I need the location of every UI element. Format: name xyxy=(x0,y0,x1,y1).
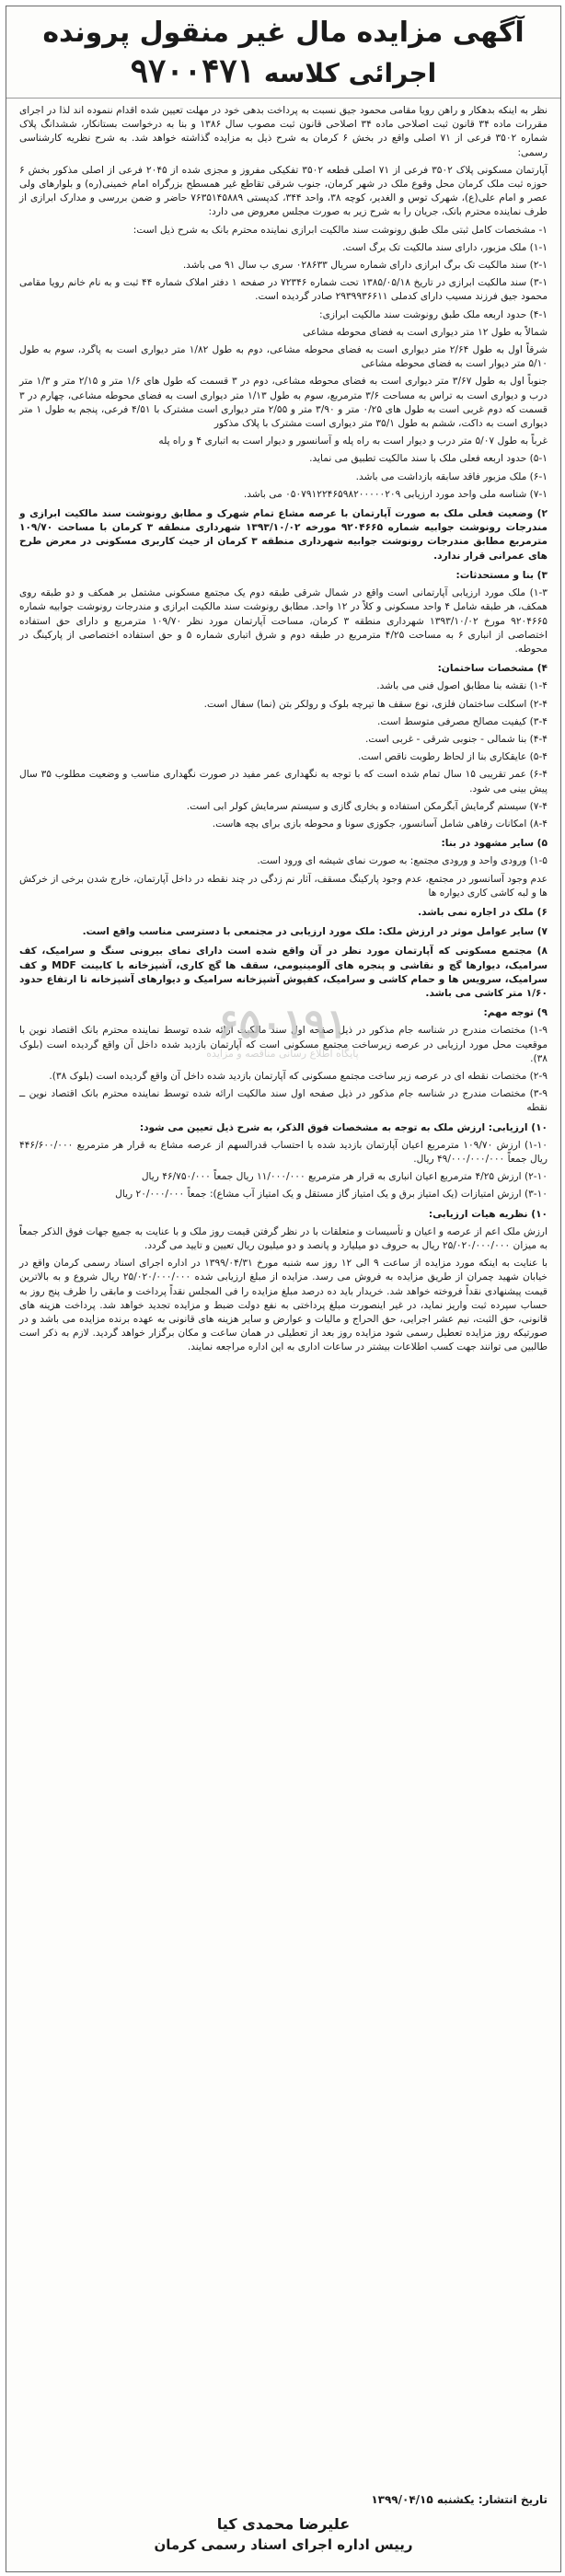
notice-paragraph: ۱-۴) نقشه بنا مطابق اصول فنی می باشد. xyxy=(376,680,548,692)
case-number: ۹۷۰۰۴۷۱ xyxy=(130,52,256,89)
notice-paragraph: ۳-۱) سند مالکیت ابرازی در تاریخ ۱۳۸۵/۰۵/۱۸ تحت شماره ۷۲۳۴۶ در صفحه ۱ دفتر املاک شماره ۴۴ ثبت و به نام خانم رویا مقامی محمود جیق فرزند مسیب دارای کدملی ۲۹۳۹۹۳۶۶۱۱ صادر گردیده است. xyxy=(19,277,548,303)
notice-paragraph: شرقاً اول به طول ۲/۶۴ متر دیواری است به فضای محوطه مشاعی، دوم به طول ۱/۸۲ متر دیواری است به پاگرد، سوم به طول ۵/۱۰ متر دیوار است به فضای محوطه مشاعی xyxy=(19,344,548,370)
notice-paragraph: ۲-۹) مختصات نقطه ای در عرصه زیر ساخت مجتمع مسکونی که آپارتمان بازدید شده داخل آن واقع گردیده است (بلوک ۳۸). xyxy=(49,1070,548,1082)
notice-title: آگهی مزایده مال غیر منقول پرونده xyxy=(42,17,525,49)
notice-paragraph: ۶-۴) عمر تقریبی ۱۵ سال تمام شده است که با توجه به نگهداری عمر مفید در صورت نگهداری مناسب و وضعیت مطلوب ۳۵ سال پیش بینی می شود. xyxy=(19,769,548,795)
notice-paragraph: ۹) توجه مهم: xyxy=(483,1007,548,1019)
notice-paragraph: عدم وجود آسانسور در مجتمع، عدم وجود پارکینگ مسقف، آثار نم زدگی در چند نقطه در داخل آپارتمان، خارج شدن برخی از خرکش ها و لبه کاشی کاری دیواره ها xyxy=(19,873,548,899)
notice-paragraph: ۱-۵) ورودی واحد و ورودی مجتمع: به صورت نمای شیشه ای ورود است. xyxy=(257,855,548,867)
notice-paragraph: ۲-۴) اسکلت ساختمان فلزی، نوع سقف ها تیرچه بلوک و رولکر بتن (نما) سفال است. xyxy=(203,698,548,710)
notice-paragraph: آپارتمان مسکونی پلاک ۳۵۰۲ فرعی از ۷۱ اصلی قطعه ۳۵۰۲ تفکیکی مفروز و مجزی شده از ۲۰۴۵ فرعی از اصلی مذکور بخش ۶ حوزه ثبت ملک کرمان محل وقوع ملک در شهر کرمان، جنوب شرقی تقاطع غیر همسطح بزرگراه امام خمینی(ره) و بلوارهای ولی عصر و امام علی(ع)، شهرک توس و الغدیر، کوچه ۳۸، واحد ۳۴۴، کدپستی ۷۶۳۵۱۴۵۸۸۹ حاضر و ضمن بررسی و مدارک ابرازی از طرف نماینده محترم بانک، جریان را به شرح زیر به صورت مجلس معروض می دارد: xyxy=(19,164,548,218)
notice-paragraph: ۴-۱) حدود اربعه ملک طبق رونوشت سند مالکیت ابرازی: xyxy=(319,308,548,320)
notice-paragraph: غرباً به طول ۵/۰۷ متر درب و دیوار است به راه پله و آسانسور و دیوار است به اتباری ۴ و راه پله xyxy=(158,435,548,447)
watermark-number: ۶۵۰۱۹۱ xyxy=(217,1002,348,1047)
notice-paragraph: ۱۰) ارزیابی: ارزش ملک به توجه به مشخصات فوق الذکر، به شرح ذیل تعیین می شود: xyxy=(139,1121,548,1133)
watermark xyxy=(144,1001,421,1074)
notice-subtitle xyxy=(16,52,551,92)
signer-title: رییس اداره اجرای اسناد رسمی کرمان xyxy=(154,2536,413,2553)
notice-paragraph: ۱۰) نظریه هیات ارزیابی: xyxy=(428,1208,548,1220)
notice-paragraph: ۲) وضعیت فعلی ملک به صورت آپارتمان با عرصه مشاع تمام شهرک و مطابق رونوشت سند مالکیت ابرازی و مندرجات رونوشت جوابیه شماره ۹۲۰۴۶۶۵ مورخه ۱۳۹۳/۱۰/۰۲ شهرداری منطقه ۳ کرمان با مساحت ۱۰۹/۷۰ مترمربع مطابق مندرجات رونوشت جوابیه شهرداری منطقه ۳ کرمان از حیث کاربری مسکونی در معرض طرح های عمرانی قرار ندارد. xyxy=(19,508,548,562)
publish-date: تاریخ انتشار: یکشنبه ۱۳۹۹/۰۴/۱۵ xyxy=(371,2493,548,2506)
notice-paragraph: ۷-۱) شناسه ملی واحد مورد ارزیابی ۰۵۰۷۹۱۲۲۴۶۵۹۸۲۰۰۰۰۰۲۰۹ می باشد. xyxy=(243,488,548,500)
notice-paragraph: ۱-۳) ملک مورد ارزیابی آپارتمانی است واقع در شمال شرقی طبقه دوم یک مجتمع مسکونی مشتمل بر همکف و دو طبقه روی همکف، هر طبقه شامل ۴ واحد مسکونی و کلاً در ۱۲ واحد. مطابق رونوشت سند مالکیت ابرازی و مندرجات رونوشت جوابیه شماره ۹۲۰۴۶۶۵ مورخ ۱۳۹۳/۱۰/۰۲ شهرداری منطقه ۳ کرمان، مساحت آپارتمان مورد نظر ۱۰۹/۷۰ مترمربع و دارای حق استفاده اختصاصی از انباری ۶ به مساحت ۴/۲۵ مترمربع در طبقه دوم و شرق اتباری شماره ۵ و حق استفاده اختصاصی از پارکینگ در محوطه. xyxy=(19,587,548,655)
watermark-text: پایگاه اطلاع رسانی مناقصه و مزایده xyxy=(206,1048,359,1060)
notice-paragraph: ۱-۱۰) ارزش ۱۰۹/۷۰ مترمربع اعیان آپارتمان بازدید شده با احتساب قدرالسهم از عرصه مشاع به قرار هر مترمربع ۴۴۶/۶۰۰/۰۰۰ ریال جمعاً ۴۹/۰۰۰/۰۰۰/۰۰۰ ریال. xyxy=(19,1139,548,1165)
notice-paragraph: ۲-۱۰) ارزش ۴/۲۵ مترمربع اعیان انباری به قرار هر مترمربع ۱۱/۰۰۰/۰۰۰ ریال جمعاً ۴۶/۷۵۰/۰۰۰ ریال xyxy=(141,1171,548,1183)
notice-paragraph: ۶) ملک در اجاره نمی باشد. xyxy=(418,906,548,918)
notice-paragraph: ۴-۴) بنا شمالی - جنوبی شرقی - غربی است. xyxy=(365,733,548,745)
notice-paragraph: ۵-۴) عایقکاری بنا از لحاظ رطوبت ناقص است. xyxy=(358,751,548,763)
notice-paragraph: ۲-۱) سند مالکیت تک برگ ابرازی دارای شماره سریال ۰۲۸۶۳۳ سری ب سال ۹۱ می باشد. xyxy=(182,260,548,272)
notice-paragraph: ۸-۴) امکانات رفاهی شامل آسانسور، جکوزی سونا و محوطه بازی برای بچه هاست. xyxy=(212,818,548,830)
notice-paragraph: ۱- مشخصات کامل ثبتی ملک طبق رونوشت سند مالکیت ابرازی نماینده محترم بانک به شرح ذیل است: xyxy=(133,224,548,236)
notice-footer xyxy=(19,2493,548,2553)
notice-header xyxy=(6,6,560,99)
notice-paragraph: ۵) سایر مشهود در بنا: xyxy=(441,838,548,850)
notice-paragraph: ۳-۴) کیفیت مصالح مصرفی متوسط است. xyxy=(377,715,548,727)
subtitle-text: اجرائی کلاسه xyxy=(263,58,437,88)
notice-paragraph: ۱-۱) ملک مزبور، دارای سند مالکیت تک برگ است. xyxy=(342,241,548,253)
notice-paragraph: ۴) مشخصات ساختمان: xyxy=(437,663,548,675)
notice-paragraph: ۳-۱۰) ارزش امتیازات (یک امتیاز برق و یک امتیاز گاز مستقل و یک امتیاز آب مشاع): جمعاً ۲۰/۰۰۰/۰۰۰ ریال xyxy=(115,1189,548,1201)
notice-paragraph: ۸) مجتمع مسکونی که آپارتمان مورد نظر در آن واقع شده است دارای نمای بیرونی سنگ و سرامیک، کف سرامیک، دیوارها گچ و نقاشی و پنجره های آلومینیومی، سقف ها گچ کاری، آشپزخانه با کابینت MDF و کف سرامیک، سرویس ها و حمام کاشی و سرامیک، کفپوش آشپزخانه سرامیک و دیوارهای آشپزخانه تا ارتفاع حدود ۱/۶۰ متر کاشی می باشد. xyxy=(19,946,548,999)
signer-name: علیرضا محمدی کیا xyxy=(216,2515,351,2533)
notice-body xyxy=(6,99,560,1364)
notice-paragraph: شمالاً به طول ۱۲ متر دیواری است به فضای محوطه مشاعی xyxy=(303,326,548,338)
notice-paragraph: ۵-۱) حدود اربعه فعلی ملک با سند مالکیت تطبیق می نماید. xyxy=(309,453,548,465)
notice-paragraph: ۷) سایر عوامل موثر در ارزش ملک: ملک مورد ارزیابی در مجتمعی با دسترسی مناسب واقع است. xyxy=(82,926,548,938)
notice-paragraph: ارزش ملک اعم از عرصه و اعیان و تأسیسات و متعلقات با در نظر گرفتن قیمت روز ملک و با عنایت به جمیع جهات فوق الذکر جمعاً به میزان ۲۵/۰۲۰/۰۰۰/۰۰۰ ریال به حروف دو میلیارد و پانصد و دو میلیون ریال تعیین و تایید می گردد. xyxy=(19,1225,548,1252)
notice-sheet xyxy=(6,6,561,2572)
notice-paragraph: ۳) بنا و مستحدثات: xyxy=(455,569,548,581)
notice-paragraph: نظر به اینکه بدهکار و راهن رویا مقامی محمود جیق نسبت به پرداخت بدهی خود در مهلت تعیین شده اقدام ننموده اند لذا در اجرای مقررات ماده ۳۴ قانون ثبت اصلاحی ماده ۳۴ اصلاحی قانون ثبت مصوب سال ۱۳۸۶ و بنا به درخواست بستانکار، ششدانگ پلاک شماره ۳۵۰۲ فرعی از ۷۱ اصلی واقع در بخش ۶ کرمان به شرح ذیل به مزایده گذاشته خواهد شد. به شرح نظریه کارشناسی رسمی: xyxy=(19,105,548,158)
notice-paragraph: ۳-۹) مختصات مندرج در شناسه جام مذکور در ذیل صفحه اول سند مالکیت ارائه شده توسط نماینده محترم بانک اقتصاد نوین ــ نقطه xyxy=(19,1088,548,1114)
notice-paragraph: با عنایت به اینکه مورد مزایده از ساعت ۹ الی ۱۲ روز سه شنبه مورخ ۱۳۹۹/۰۴/۳۱ در اداره اجرای اسناد رسمی کرمان واقع در خیابان شهید چمران از طریق مزایده به فروش می رسد. مزایده از مبلغ ارزیابی شده ۲۵/۰۲۰/۰۰۰/۰۰۰ ریال شروع و به بالاترین قیمت پیشنهادی نقداً فروخته خواهد شد. خریدار باید ده درصد مبلغ مزایده را فی المجلس نقداً پرداخت و مابقی را ظرف پنج روز به حساب سپرده ثبت واریز نماید، در غیر اینصورت مبلغ پرداختی به نفع دولت ضبط و مزایده تجدید خواهد شد. پرداخت هزینه های قانونی، حق الثبت، نیم عشر اجرایی، حق الحراج و مالیات و عوارض و سایر هزینه های قانونی به عهده برنده مزایده می باشد و در صورتیکه روز مزایده تعطیل رسمی شود مزایده روز بعد از تعطیلی در همان ساعت و مکان برگزار خواهد گردید. لازم به ذکر است طالبین می توانند جهت کسب اطلاعات بیشتر در ساعات اداری به این اداره مراجعه نمایند. xyxy=(19,1258,548,1353)
notice-paragraph: ۱-۹) مختصات مندرج در شناسه جام مذکور در ذیل صفحه اول سند مالکیت ارائه شده توسط نماینده محترم بانک اقتصاد نوین با موقعیت محل مورد ارزیابی در عرصه زیرساخت مجتمع مسکونی است که آپارتمان بازدید شده داخل آن واقع گردیده است (بلوک ۳۸). xyxy=(19,1025,548,1064)
notice-paragraph: ۷-۴) سیستم گرمایش آبگرمکن استفاده و بخاری گازی و سیستم سرمایش کولر ابی است. xyxy=(186,800,548,812)
notice-paragraph: جنوباً اول به طول ۳/۶۷ متر دیواری است به فضای محوطه مشاعی، دوم در ۳ قسمت که طول های ۱/۶ متر و ۲/۱۵ متر و ۱/۳ متر درب و دیواری است به تراس به مساحت ۳/۶ مترمربع، سوم به طول ۱/۱۳ متر دیواری است به فضای محوطه مشاعی، چهارم در ۳ قسمت که دوم غربی است به طول های ۰/۲۵ متر و ۳/۹۰ متر و ۲/۵۵ متر دیواری است مشترک با ۴/۵۱ فرعی، پنجم به طول ۱ متر دیواری است به داکت، ششم به طول ۳۵/۱ متر دیواری است مشترک با پلاک مذکور xyxy=(19,376,548,430)
notice-paragraph: ۶-۱) ملک مزبور فاقد سابقه بازداشت می باشد. xyxy=(355,470,548,482)
